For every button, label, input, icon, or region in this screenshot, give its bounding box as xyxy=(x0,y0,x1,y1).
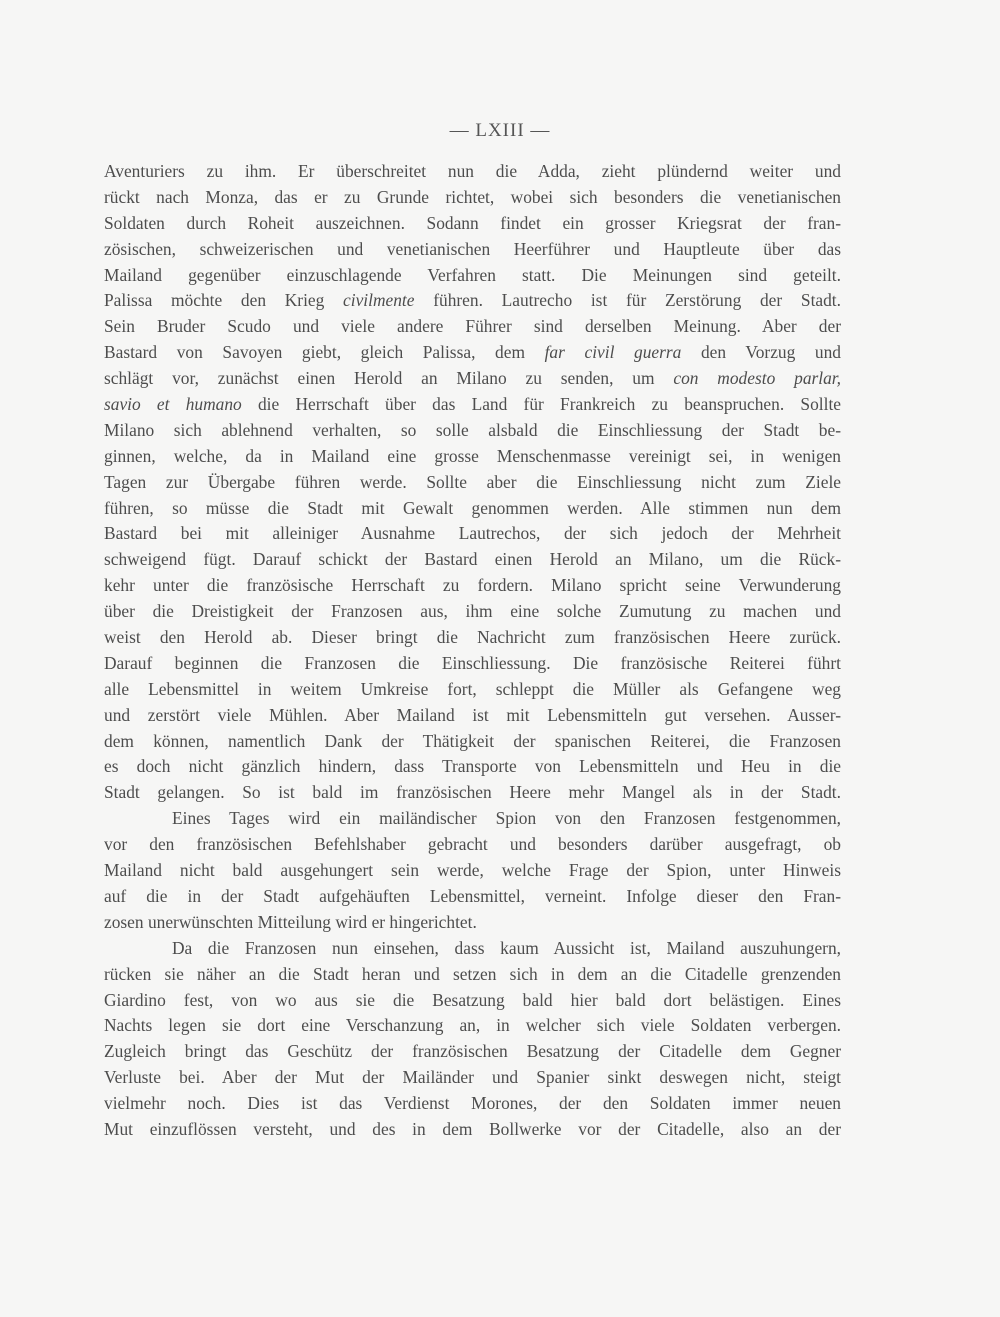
text-run: Aventuriers zu ihm. Er überschreitet nun die Adda, zieht plündernd weiter und xyxy=(104,161,841,181)
text-run: Palissa möchte den Krieg xyxy=(104,290,344,311)
text-run: Zugleich bringt das Geschütz der französischen Besatzung der Citadelle dem Gegner xyxy=(104,1041,841,1062)
text-line xyxy=(104,988,841,1014)
text-line xyxy=(104,288,841,314)
text-run: Soldaten durch Roheit auszeichnen. Sodann findet ein grosser Kriegsrat der fran- xyxy=(104,212,841,233)
text-line xyxy=(104,521,841,547)
text-run: vor den französischen Befehlshaber gebracht und besonders darüber ausgefragt, ob xyxy=(104,834,841,855)
text-line xyxy=(104,185,841,211)
text-run: kehr unter die französische Herrschaft zu fordern. Milano spricht seine Verwunderung xyxy=(104,575,841,596)
text-run: alle Lebensmittel in weitem Umkreise fort, schleppt die Müller als Gefangene weg xyxy=(104,678,841,699)
text-line xyxy=(104,1039,841,1065)
text-run: zösischen, schweizerischen und venetianischen Heerführer und Hauptleute über das xyxy=(104,238,841,259)
text-line xyxy=(104,910,841,936)
text-run: rückt nach Monza, das er zu Grunde richtet, wobei sich besonders die venetianischen xyxy=(104,186,841,207)
text-run: ginnen, welche, da in Mailand eine grosse Menschenmasse vereinigt sei, in wenigen xyxy=(104,445,841,466)
body-text xyxy=(104,159,841,1143)
text-run: Bastard bei mit alleiniger Ausnahme Lautrechos, der sich jedoch der Mehrheit xyxy=(104,523,841,544)
text-line xyxy=(104,625,841,651)
text-run: die Herrschaft über das Land für Frankreich zu beanspruchen. Sollte xyxy=(241,394,841,415)
text-line xyxy=(104,729,841,755)
text-run: Verluste bei. Aber der Mut der Mailänder und Spanier sinkt deswegen nicht, steigt xyxy=(104,1067,841,1088)
text-run: Giardino fest, von wo aus sie die Besatzung bald hier bald dort belästigen. Eines xyxy=(104,989,841,1010)
text-run: auf die in der Stadt aufgehäuften Lebensmittel, verneint. Infolge dieser den Fran- xyxy=(104,885,841,906)
italic-text: savio et humano xyxy=(104,394,242,415)
text-run: Nachts legen sie dort eine Verschanzung an, in welcher sich viele Soldaten verbergen. xyxy=(104,1015,841,1036)
text-line xyxy=(104,314,841,340)
text-run: über die Dreistigkeit der Franzosen aus, ihm eine solche Zumutung zu machen und xyxy=(104,601,841,622)
text-line xyxy=(104,832,841,858)
text-run: Bastard von Savoyen giebt, gleich Palissa, dem xyxy=(104,342,545,363)
text-line xyxy=(104,237,841,263)
text-run: Tagen zur Übergabe führen werde. Sollte aber die Einschliessung nicht zum Ziele xyxy=(104,471,841,492)
text-line xyxy=(104,1013,841,1039)
text-line xyxy=(104,1091,841,1117)
text-run: Milano sich ablehnend verhalten, so solle alsbald die Einschliessung der Stadt be- xyxy=(104,419,841,440)
page-number: — LXIII — xyxy=(449,120,551,141)
text-run: Eines Tages wird ein mailändischer Spion von den Franzosen festgenommen, xyxy=(172,808,841,829)
text-run: Darauf beginnen die Franzosen die Einschliessung. Die französische Reiterei führt xyxy=(104,652,841,673)
text-line xyxy=(104,366,841,392)
text-line xyxy=(104,573,841,599)
text-line xyxy=(104,677,841,703)
text-run: zosen unerwünschten Mitteilung wird er hingerichtet. xyxy=(104,911,477,932)
text-line xyxy=(104,806,841,832)
text-run: führen. Lautrecho ist für Zerstörung der Stadt. xyxy=(414,290,841,311)
text-line xyxy=(104,444,841,470)
text-line xyxy=(104,599,841,625)
text-line xyxy=(104,547,841,573)
italic-text: con modesto parlar, xyxy=(673,368,841,389)
text-line xyxy=(104,703,841,729)
text-run: Mailand nicht bald ausgehungert sein werde, welche Frage der Spion, unter Hinweis xyxy=(104,860,841,881)
text-run: führen, so müsse die Stadt mit Gewalt genommen werden. Alle stimmen nun dem xyxy=(104,497,841,518)
text-run: es doch nicht gänzlich hindern, dass Transporte von Lebensmitteln und Heu in die xyxy=(104,756,841,777)
text-run: schlägt vor, zunächst einen Herold an Milano zu senden, um xyxy=(104,368,674,389)
text-run: vielmehr noch. Dies ist das Verdienst Morones, der den Soldaten immer neuen xyxy=(104,1093,841,1114)
text-run: Stadt gelangen. So ist bald im französischen Heere mehr Mangel als in der Stadt. xyxy=(104,782,841,803)
text-run: Sein Bruder Scudo und viele andere Führer sind derselben Meinung. Aber der xyxy=(104,316,841,337)
text-run: Da die Franzosen nun einsehen, dass kaum Aussicht ist, Mailand auszuhungern, xyxy=(172,937,841,958)
text-line xyxy=(104,1065,841,1091)
text-line xyxy=(104,159,841,185)
text-line xyxy=(104,780,841,806)
text-line xyxy=(104,211,841,237)
text-run: schweigend fügt. Darauf schickt der Bastard einen Herold an Milano, um die Rück- xyxy=(104,549,841,570)
text-line xyxy=(104,651,841,677)
text-line xyxy=(104,263,841,289)
text-run: Mut einzuflössen versteht, und des in dem Bollwerke vor der Citadelle, also an der xyxy=(104,1118,841,1139)
text-line xyxy=(104,884,841,910)
text-run: rücken sie näher an die Stadt heran und setzen sich in dem an die Citadelle grenzenden xyxy=(104,963,841,984)
italic-text: far civil guerra xyxy=(544,342,682,363)
text-run: weist den Herold ab. Dieser bringt die Nachricht zum französischen Heere zurück. xyxy=(104,627,841,648)
text-line xyxy=(104,340,841,366)
text-run: Mailand gegenüber einzuschlagende Verfahren statt. Die Meinungen sind geteilt. xyxy=(104,264,841,285)
text-line xyxy=(104,470,841,496)
text-line xyxy=(104,858,841,884)
text-line xyxy=(104,962,841,988)
text-line xyxy=(104,936,841,962)
text-line xyxy=(104,1117,841,1143)
text-run: den Vorzug und xyxy=(681,342,841,363)
text-line xyxy=(104,418,841,444)
text-run: und zerstört viele Mühlen. Aber Mailand ist mit Lebensmitteln gut versehen. Ausser- xyxy=(104,704,841,725)
text-line xyxy=(104,496,841,522)
italic-text: civilmente xyxy=(343,290,415,311)
text-line xyxy=(104,392,841,418)
text-run: dem können, namentlich Dank der Thätigkeit der spanischen Reiterei, die Franzosen xyxy=(104,730,841,751)
text-line xyxy=(104,754,841,780)
